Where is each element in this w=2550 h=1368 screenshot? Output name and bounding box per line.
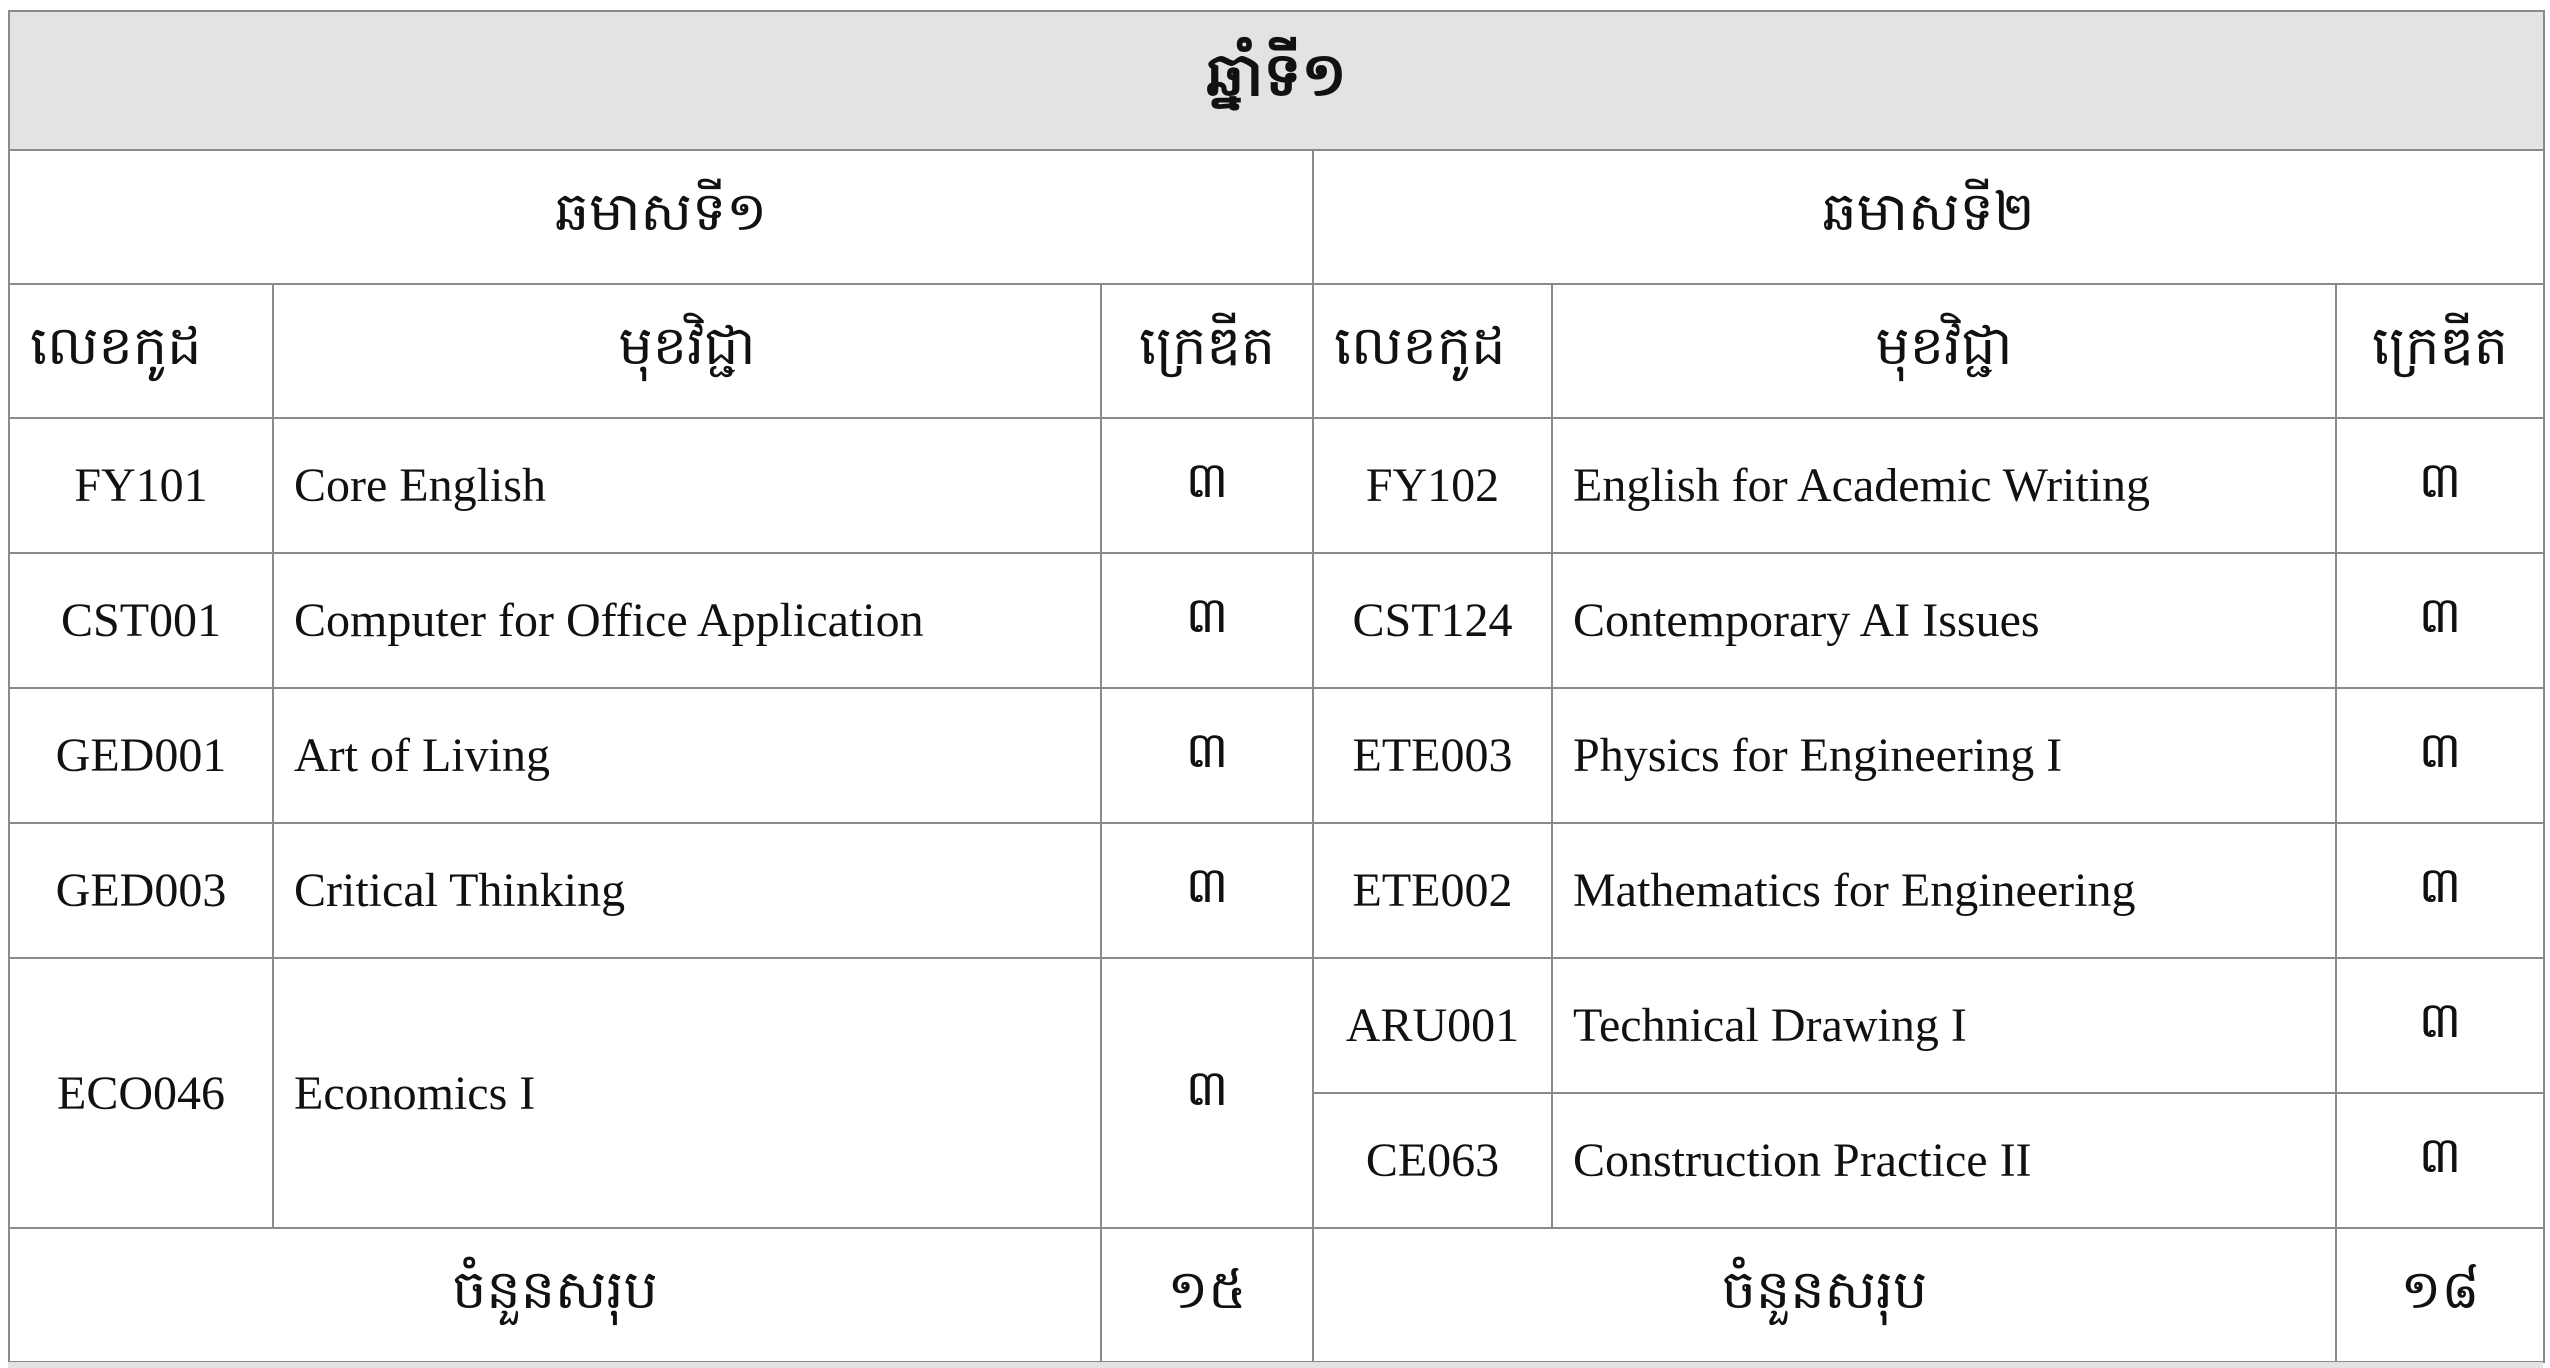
semester-1-course-credit: ៣ bbox=[1101, 823, 1313, 958]
semester-2-course-code: CST124 bbox=[1313, 553, 1552, 688]
semester-1-course-credit: ៣ bbox=[1101, 418, 1313, 553]
semester-1-total-value: ១៥ bbox=[1101, 1228, 1313, 1362]
semester-2-course-code: CE063 bbox=[1313, 1093, 1552, 1228]
next-section-strip bbox=[8, 1362, 2543, 1368]
semester-1-course-name: Computer for Office Application bbox=[273, 553, 1101, 688]
semester-2-course-code: ETE002 bbox=[1313, 823, 1552, 958]
semester-2-course-code: ARU001 bbox=[1313, 958, 1552, 1093]
semester-1-total-label: ចំនួនសរុប bbox=[9, 1228, 1101, 1362]
semester-1-course-name: Core English bbox=[273, 418, 1101, 553]
semester-1-course-code: GED001 bbox=[9, 688, 273, 823]
semester-1-subject-header: មុខវិជ្ជា bbox=[273, 284, 1101, 418]
year-header-row bbox=[9, 11, 2544, 150]
semester-2-credit-header: ក្រេឌីត bbox=[2336, 284, 2544, 418]
semester-1-code-header: លេខកូដ bbox=[9, 284, 273, 418]
semester-2-course-credit: ៣ bbox=[2336, 958, 2544, 1093]
table-row bbox=[9, 553, 2544, 688]
table-row bbox=[9, 688, 2544, 823]
semester-2-course-credit: ៣ bbox=[2336, 823, 2544, 958]
semester-1-course-credit: ៣ bbox=[1101, 958, 1313, 1228]
year-title: ឆ្នាំទី១ bbox=[9, 11, 2544, 150]
semester-1-course-name: Art of Living bbox=[273, 688, 1101, 823]
semester-2-course-credit: ៣ bbox=[2336, 418, 2544, 553]
semester-1-course-code: CST001 bbox=[9, 553, 273, 688]
semester-2-total-label: ចំនួនសរុប bbox=[1313, 1228, 2336, 1362]
column-header-row bbox=[9, 284, 2544, 418]
table-row bbox=[9, 418, 2544, 553]
semester-2-course-name: Contemporary AI Issues bbox=[1552, 553, 2336, 688]
semester-2-course-code: ETE003 bbox=[1313, 688, 1552, 823]
semester-1-course-name: Critical Thinking bbox=[273, 823, 1101, 958]
total-row bbox=[9, 1228, 2544, 1362]
semester-1-credit-header: ក្រេឌីត bbox=[1101, 284, 1313, 418]
semester-2-course-code: FY102 bbox=[1313, 418, 1552, 553]
semester-1-course-code: GED003 bbox=[9, 823, 273, 958]
semester-2-course-name: Physics for Engineering I bbox=[1552, 688, 2336, 823]
semester-1-course-credit: ៣ bbox=[1101, 688, 1313, 823]
semester-2-course-name: Construction Practice II bbox=[1552, 1093, 2336, 1228]
semester-2-total-value: ១៨ bbox=[2336, 1228, 2544, 1362]
semester-2-course-name: Mathematics for Engineering bbox=[1552, 823, 2336, 958]
semester-2-title: ឆមាសទី២ bbox=[1313, 150, 2544, 284]
table-row bbox=[9, 958, 2544, 1093]
semester-2-course-name: Technical Drawing I bbox=[1552, 958, 2336, 1093]
semester-2-code-header: លេខកូដ bbox=[1313, 284, 1552, 418]
semester-1-course-code: ECO046 bbox=[9, 958, 273, 1228]
semester-2-subject-header: មុខវិជ្ជា bbox=[1552, 284, 2336, 418]
semester-2-course-credit: ៣ bbox=[2336, 688, 2544, 823]
semester-1-title: ឆមាសទី១ bbox=[9, 150, 1313, 284]
semester-header-row bbox=[9, 150, 2544, 284]
table-row bbox=[9, 823, 2544, 958]
semester-1-course-name: Economics I bbox=[273, 958, 1101, 1228]
semester-1-course-credit: ៣ bbox=[1101, 553, 1313, 688]
curriculum-table bbox=[8, 10, 2545, 1363]
semester-2-course-credit: ៣ bbox=[2336, 553, 2544, 688]
semester-2-course-credit: ៣ bbox=[2336, 1093, 2544, 1228]
semester-2-course-name: English for Academic Writing bbox=[1552, 418, 2336, 553]
semester-1-course-code: FY101 bbox=[9, 418, 273, 553]
